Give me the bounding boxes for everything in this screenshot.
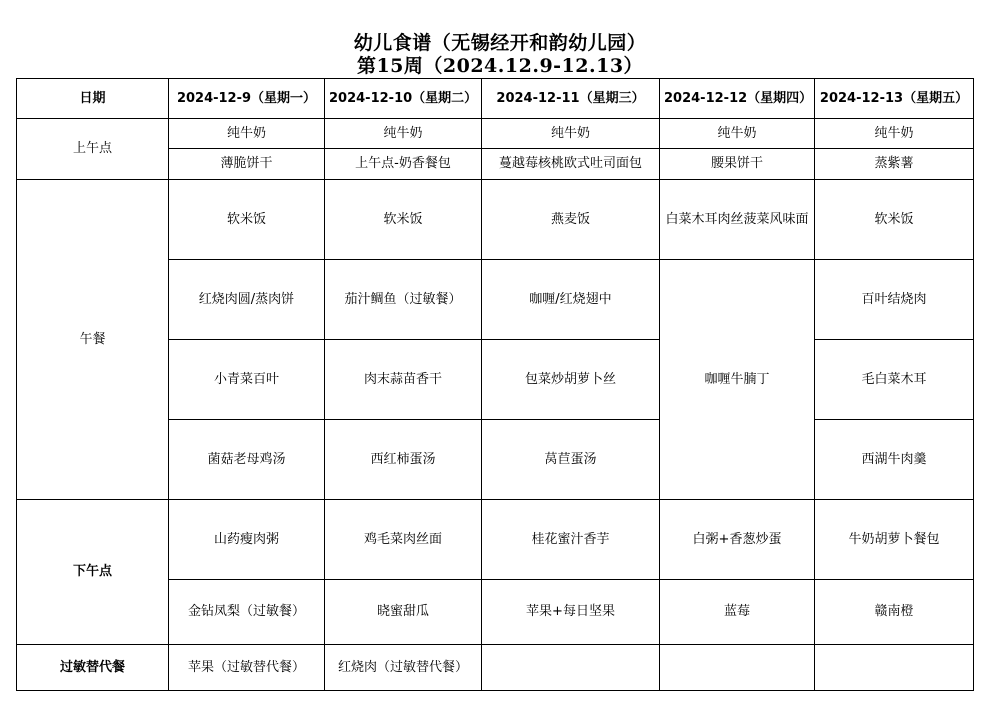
table-row xyxy=(17,119,974,149)
day-header: 2024-12-11（星期三） xyxy=(482,79,660,119)
menu-cell: 红烧肉圆/蒸肉饼 xyxy=(169,260,325,340)
menu-cell: 纯牛奶 xyxy=(169,119,325,149)
menu-cell xyxy=(482,645,660,691)
menu-cell: 肉末蒜苗香干 xyxy=(325,340,482,420)
menu-cell: 薄脆饼干 xyxy=(169,149,325,180)
menu-cell: 蒸紫薯 xyxy=(815,149,974,180)
menu-cell: 山药瘦肉粥 xyxy=(169,500,325,580)
table-row xyxy=(17,180,974,260)
menu-cell: 蔓越莓核桃欧式吐司面包 xyxy=(482,149,660,180)
table-row xyxy=(17,500,974,580)
menu-table xyxy=(16,78,974,691)
menu-cell: 西红柿蛋汤 xyxy=(325,420,482,500)
menu-cell: 毛白菜木耳 xyxy=(815,340,974,420)
menu-cell: 蓝莓 xyxy=(660,580,815,645)
menu-cell: 茄汁鲷鱼（过敏餐） xyxy=(325,260,482,340)
menu-cell: 红烧肉（过敏替代餐） xyxy=(325,645,482,691)
lunch-label: 午餐 xyxy=(17,180,169,500)
week-subtitle: 第15周（2024.12.9-12.13） xyxy=(356,55,644,77)
menu-cell: 软米饭 xyxy=(325,180,482,260)
header-row xyxy=(17,79,974,119)
menu-cell: 牛奶胡萝卜餐包 xyxy=(815,500,974,580)
day-header: 2024-12-10（星期二） xyxy=(325,79,482,119)
menu-cell: 软米饭 xyxy=(815,180,974,260)
menu-cell: 咖喱/红烧翅中 xyxy=(482,260,660,340)
menu-cell: 莴苣蛋汤 xyxy=(482,420,660,500)
table-row xyxy=(17,645,974,691)
date-header: 日期 xyxy=(17,79,169,119)
day-header: 2024-12-12（星期四） xyxy=(660,79,815,119)
menu-cell: 纯牛奶 xyxy=(660,119,815,149)
menu-cell: 纯牛奶 xyxy=(325,119,482,149)
morning-snack-label: 上午点 xyxy=(17,119,169,180)
menu-title: 幼儿食谱（无锡经开和韵幼儿园） xyxy=(353,32,647,54)
day-header: 2024-12-9（星期一） xyxy=(169,79,325,119)
menu-cell: 晓蜜甜瓜 xyxy=(325,580,482,645)
menu-cell: 白菜木耳肉丝菠菜风味面 xyxy=(660,180,815,260)
menu-cell: 腰果饼干 xyxy=(660,149,815,180)
menu-cell: 咖喱牛腩丁 xyxy=(660,260,815,500)
menu-cell: 百叶结烧肉 xyxy=(815,260,974,340)
menu-cell: 白粥+香葱炒蛋 xyxy=(660,500,815,580)
menu-cell xyxy=(660,645,815,691)
menu-cell: 燕麦饭 xyxy=(482,180,660,260)
menu-cell: 鸡毛菜肉丝面 xyxy=(325,500,482,580)
menu-cell xyxy=(815,645,974,691)
menu-cell: 纯牛奶 xyxy=(815,119,974,149)
menu-cell: 赣南橙 xyxy=(815,580,974,645)
allergy-alt-label: 过敏替代餐 xyxy=(17,645,169,691)
menu-cell: 苹果（过敏替代餐） xyxy=(169,645,325,691)
menu-cell: 上午点-奶香餐包 xyxy=(325,149,482,180)
menu-cell: 西湖牛肉羹 xyxy=(815,420,974,500)
menu-cell: 桂花蜜汁香芋 xyxy=(482,500,660,580)
menu-cell: 金钻凤梨（过敏餐） xyxy=(169,580,325,645)
menu-cell: 纯牛奶 xyxy=(482,119,660,149)
menu-cell: 菌菇老母鸡汤 xyxy=(169,420,325,500)
menu-cell: 苹果+每日坚果 xyxy=(482,580,660,645)
menu-cell: 小青菜百叶 xyxy=(169,340,325,420)
afternoon-snack-label: 下午点 xyxy=(17,500,169,645)
menu-cell: 包菜炒胡萝卜丝 xyxy=(482,340,660,420)
day-header: 2024-12-13（星期五） xyxy=(815,79,974,119)
menu-cell: 软米饭 xyxy=(169,180,325,260)
